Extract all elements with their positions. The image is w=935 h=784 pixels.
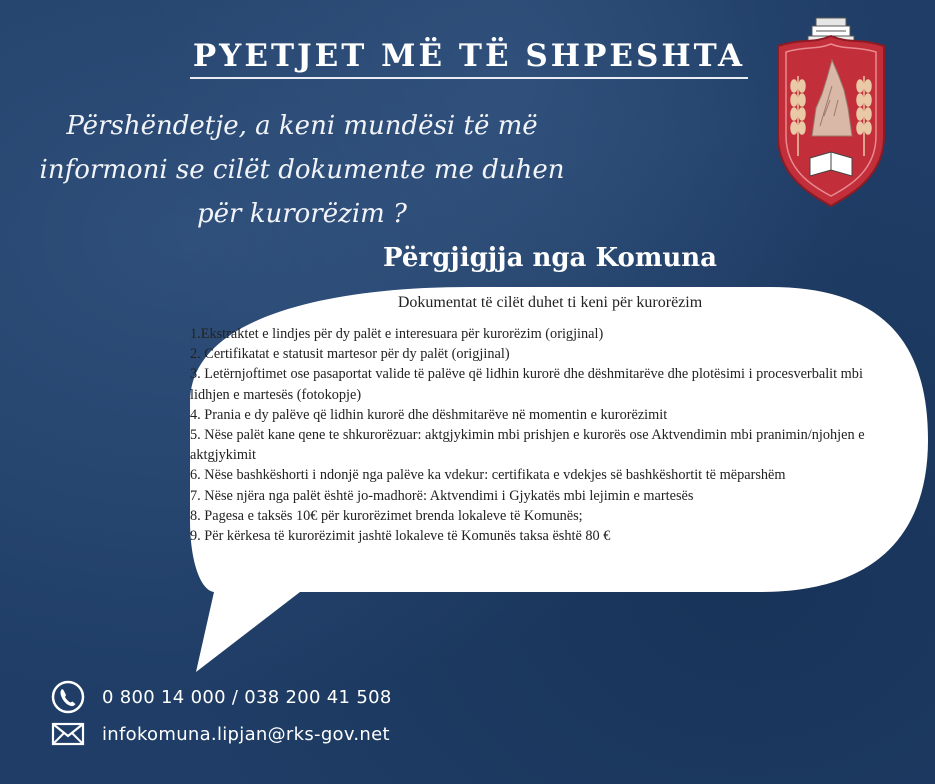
list-item: 3. Letërnjoftimet ose pasaportat valide të palëve që lidhin kurorë dhe dëshmitarëve dhe plotësimi i procesverbalit mbi bbox=[190, 366, 863, 383]
answer-content bbox=[190, 294, 910, 546]
answer-heading: Dokumentat të cilët duhet ti keni për kurorëzim bbox=[397, 294, 703, 311]
page-title: PYETJET MË TË SHPESHTA bbox=[192, 38, 746, 74]
question-line: për kurorëzim ? bbox=[197, 199, 407, 229]
list-item: lidhjen e martesës (fotokopje) bbox=[190, 386, 362, 403]
contact-email[interactable] bbox=[50, 717, 390, 751]
list-item: 7. Nëse njëra nga palët është jo-madhorë: Aktvendimi i Gjykatës mbi lejimin e martesës bbox=[190, 487, 694, 504]
email-address[interactable]: infokomuna.lipjan@rks-gov.net bbox=[102, 723, 390, 745]
list-item: 8. Pagesa e taksës 10€ për kurorëzimet brenda lokaleve të Komunës; bbox=[190, 507, 583, 524]
list-item: 1.Ekstraktet e lindjes për dy palët e interesuara për kurorëzim (origjinal) bbox=[190, 326, 604, 342]
list-item: 2. Certifikatat e statusit martesor për dy palët (origjinal) bbox=[190, 346, 510, 363]
list-item: aktgjykimit bbox=[190, 447, 256, 464]
envelope-icon bbox=[50, 717, 86, 751]
question-line: informoni se cilët dokumente me duhen bbox=[39, 155, 565, 185]
list-item: 6. Nëse bashkëshorti i ndonjë nga palëve ka vdekur: certifikata e vdekjes së bashkëshortit të mëparshëm bbox=[190, 467, 786, 484]
list-item: 4. Prania e dy palëve që lidhin kurorë dhe dëshmitarëve në momentin e kurorëzimit bbox=[190, 406, 668, 423]
phone-icon bbox=[50, 680, 86, 714]
list-item: 9. Për kërkesa të kurorëzimit jashtë lokaleve të Komunës taksa është 80 € bbox=[190, 528, 611, 545]
documents-list bbox=[190, 324, 910, 546]
question-line: Përshëndetje, a keni mundësi të më bbox=[66, 111, 538, 141]
contact-phone[interactable] bbox=[50, 680, 392, 714]
answer-title: Përgjigjja nga Komuna bbox=[383, 243, 717, 273]
list-item: 5. Nëse palët kane qene te shkurorëzuar: aktgjykimin mbi prishjen e kurorës ose Aktvendimin mbi pranimin/njohjen e bbox=[190, 427, 865, 444]
phone-number[interactable]: 0 800 14 000 / 038 200 41 508 bbox=[102, 686, 392, 708]
